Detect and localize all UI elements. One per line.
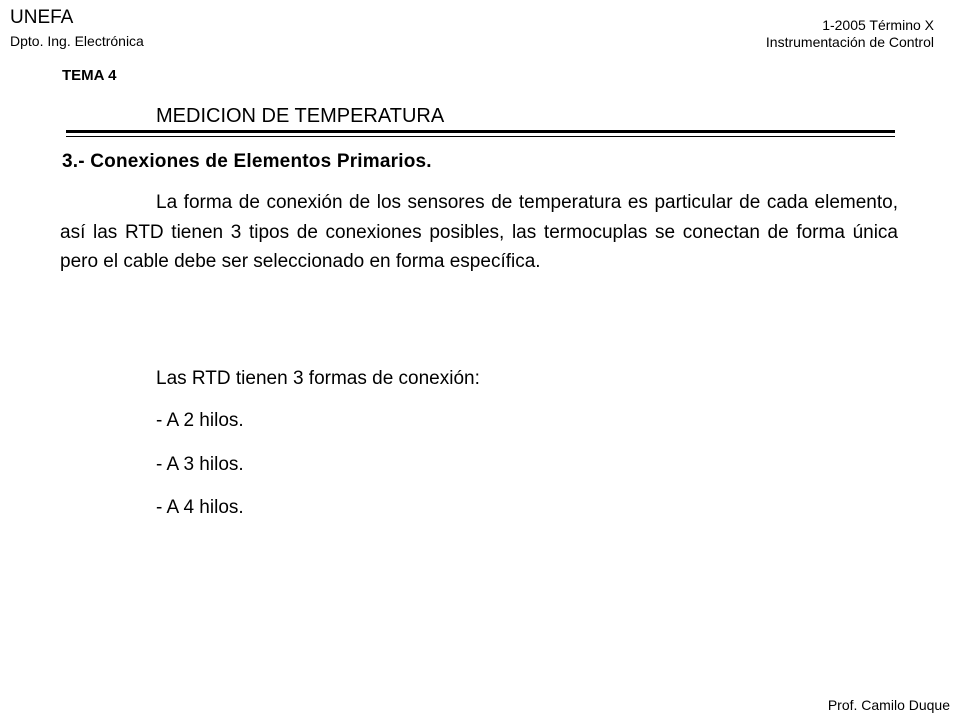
institution-name: UNEFA xyxy=(10,7,74,28)
list-item: - A 2 hilos. xyxy=(156,410,244,431)
author-name: Prof. Camilo Duque xyxy=(827,697,950,713)
list-intro: Las RTD tienen 3 formas de conexión: xyxy=(156,368,480,389)
list-item: - A 3 hilos. xyxy=(156,454,244,475)
list-item: - A 4 hilos. xyxy=(156,497,244,518)
department-name: Dpto. Ing. Electrónica xyxy=(10,33,144,49)
term-label: 1-2005 Término X xyxy=(822,17,934,33)
title-divider-thin xyxy=(66,136,895,137)
slide-title: MEDICION DE TEMPERATURA xyxy=(156,105,445,127)
title-divider-thick xyxy=(66,130,895,133)
course-name: Instrumentación de Control xyxy=(765,34,934,50)
section-heading: 3.- Conexiones de Elementos Primarios. xyxy=(62,151,432,172)
body-paragraph: La forma de conexión de los sensores de temperatura es particular de cada elemento, así las RTD tienen 3 tipos de conexiones posibles, las termocuplas se conectan de forma única pero el cable debe ser seleccionado en forma específica. xyxy=(60,192,898,272)
topic-label: TEMA 4 xyxy=(62,67,117,84)
